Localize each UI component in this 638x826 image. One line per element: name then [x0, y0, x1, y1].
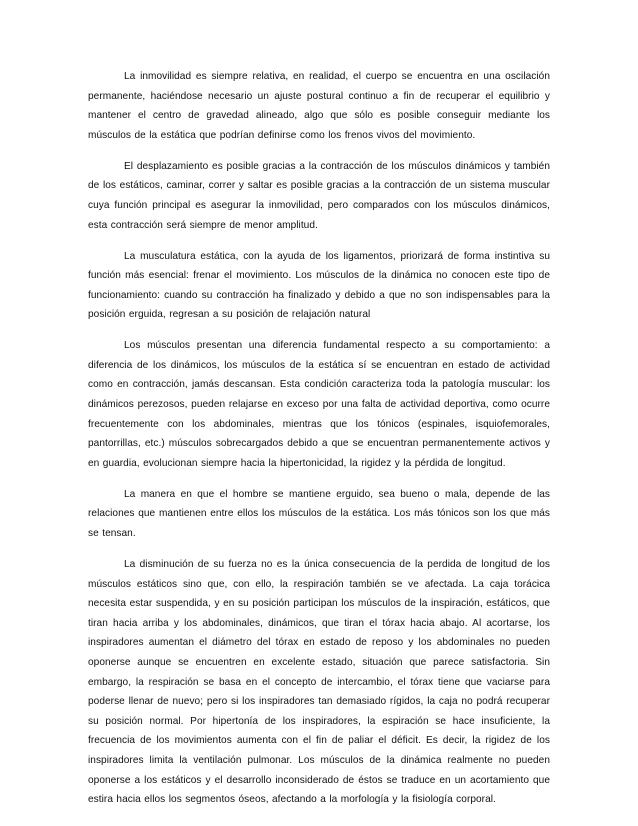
paragraph-1: La inmovilidad es siempre relativa, en realidad, el cuerpo se encuentra en una oscilación permanente, haciéndose necesario un ajuste postural continuo a fin de recuperar el equilibrio y mantener el centro de gravedad alineado, algo que sólo es posible conseguir mediante los músculos de la estática que podrían definirse como los frenos vivos del movimiento.: [88, 71, 550, 141]
document-body: [88, 67, 550, 821]
paragraph-4: Los músculos presentan una diferencia fundamental respecto a su comportamiento: a diferencia de los dinámicos, los músculos de la estática sí se encuentran en estado de actividad como en contracción, jamás descansan. Esta condición caracteriza toda la patología muscular: los dinámicos perezosos, pueden relajarse en exceso por una falta de actividad deportiva, como ocurre frecuentemente con los abdominales, mientras que los tónicos (espinales, isquiofemorales, pantorrillas, etc.) músculos sobrecargados debido a que se encuentran permanentemente activos y en guardia, evolucionan siempre hacia la hipertonicidad, la rigidez y la pérdida de longitud.: [88, 340, 550, 469]
paragraph-6: La disminución de su fuerza no es la única consecuencia de la perdida de longitud de los músculos estáticos sino que, con ello, la respiración también se ve afectada. La caja torácica necesita estar suspendida, y en su posición participan los músculos de la inspiración, estáticos, que tiran hacia arriba y los abdominales, dinámicos, que tiran el tórax hacia abajo. Al acortarse, los inspiradores aumentan el diámetro del tórax en estado de reposo y los abdominales no pueden oponerse aunque se encuentren en excelente estado, situación que parece satisfactoria. Sin embargo, la respiración se basa en el concepto de intercambio, el tórax tiene que vaciarse para poderse llenar de nuevo; pero si los inspiradores tan demasiado rígidos, la caja no podrá recuperar su posición normal. Por hipertonía de los inspiradores, la espiración se hace insuficiente, la frecuencia de los movimientos aumenta con el fin de paliar el déficit. Es decir, la rigidez de los inspiradores limita la ventilación pulmonar. Los músculos de la dinámica realmente no pueden oponerse a los estáticos y el desarrollo inconsiderado de éstos se traduce en un acortamiento que estira hacia ellos los segmentos óseos, afectando a la morfología y la fisiología corporal.: [88, 559, 550, 806]
paragraph-2: El desplazamiento es posible gracias a la contracción de los músculos dinámicos y también de los estáticos, caminar, correr y saltar es posible gracias a la contracción de un sistema muscular cuya función principal es asegurar la inmovilidad, pero comparados con los músculos dinámicos, esta contracción será siempre de menor amplitud.: [88, 160, 550, 231]
paragraph-3: La musculatura estática, con la ayuda de los ligamentos, priorizará de forma instintiva su función más esencial: frenar el movimiento. Los músculos de la dinámica no conocen este tipo de funcionamiento: cuando su contracción ha finalizado y debido a que no son indispensables para la posición erguida, regresan a su posición de relajación natural: [88, 250, 550, 321]
paragraph-5: La manera en que el hombre se mantiene erguido, sea bueno o mala, depende de las relaciones que mantienen entre ellos los músculos de la estática. Los más tónicos son los que más se tensan.: [88, 488, 550, 540]
